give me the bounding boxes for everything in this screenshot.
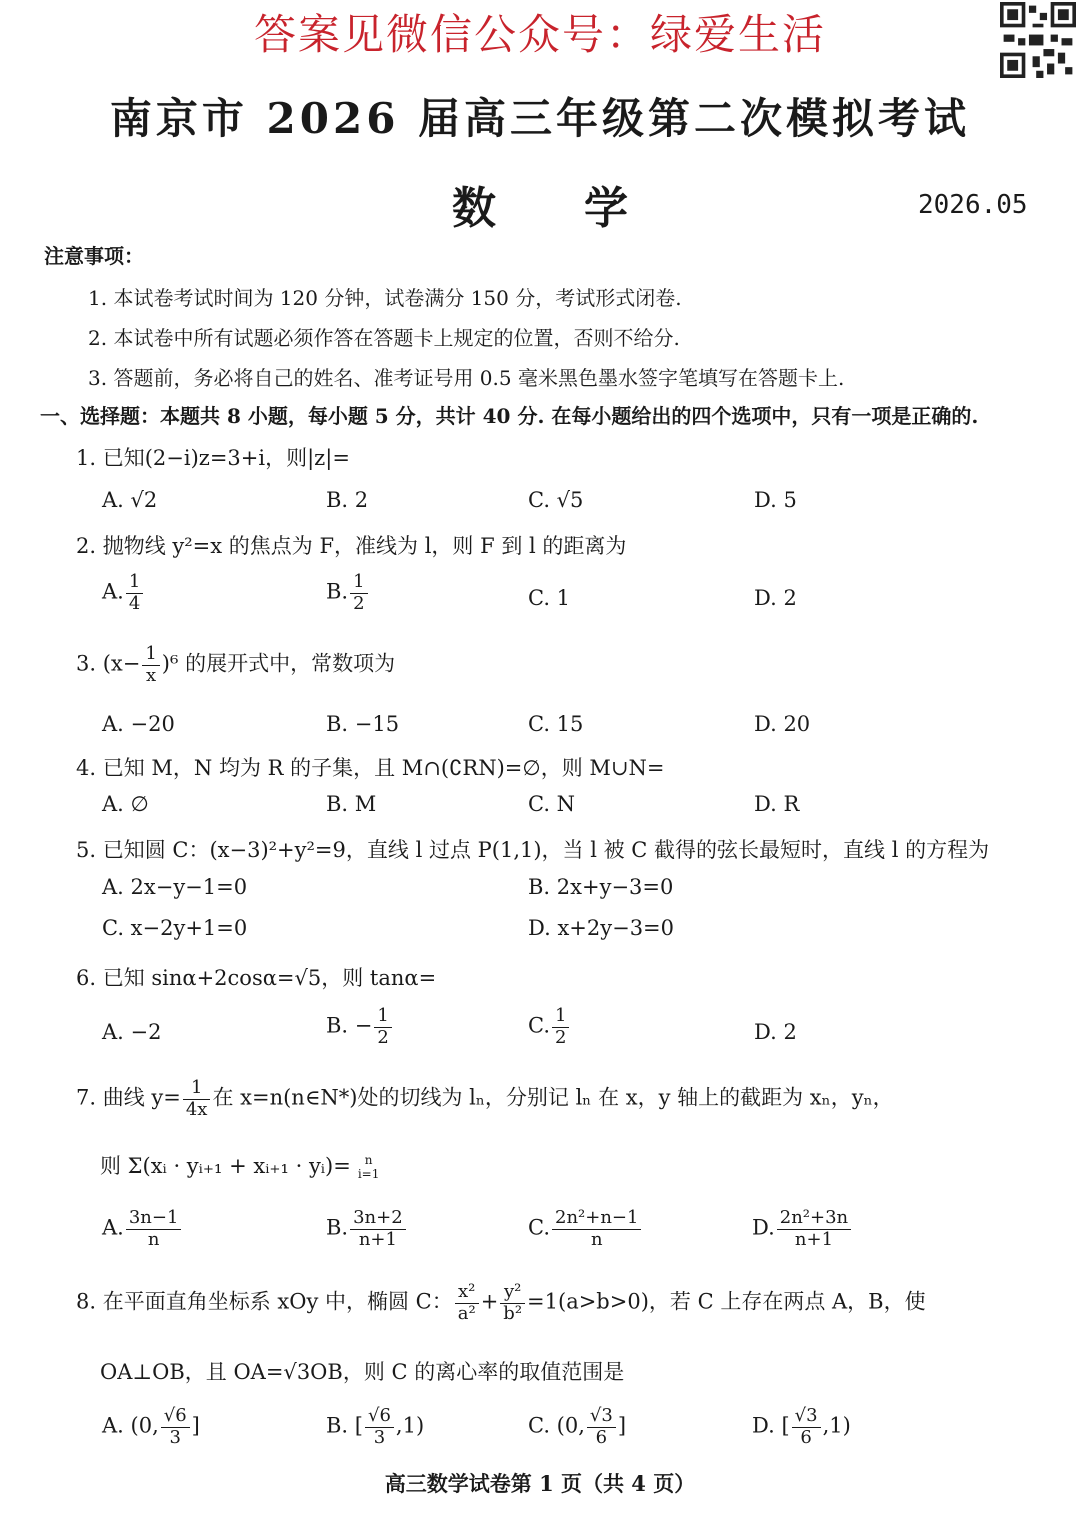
question-8-line2: OA⊥OB，且 OA=√3OB，则 C 的离心率的取值范围是 (100, 1360, 625, 1384)
q3-option-b: B. −15 (326, 712, 400, 736)
q3-option-a: A. −20 (102, 712, 175, 736)
q5-option-b: B. 2x+y−3=0 (528, 875, 674, 899)
q1-option-a: A. √2 (102, 488, 158, 512)
question-4-stem: 4. 已知 M，N 均为 R 的子集，且 M∩(∁RN)=∅，则 M∪N= (76, 756, 665, 780)
q6-option-c: C. $\frac{1}{2}$ (528, 1006, 571, 1048)
q4-option-b: B. M (326, 792, 377, 816)
subject-title: 数 学 (452, 183, 628, 234)
q4-option-a: A. ∅ (102, 792, 149, 816)
question-7-stem: 7. 曲线 y= $\frac{1}{4x}$ 在 x=n(n∈N*)处的切线为 lₙ，分别记 lₙ 在 x，y 轴上的截距为 xₙ，yₙ， (76, 1078, 894, 1120)
q6-option-b: B. − $\frac{1}{2}$ (326, 1006, 394, 1048)
q6-option-a: A. −2 (102, 1020, 162, 1044)
section-heading: 一、选择题：本题共 8 小题，每小题 5 分，共计 40 分. 在每小题给出的四个选项中，只有一项是正确的. (40, 404, 979, 428)
question-2-stem: 2. 抛物线 y²=x 的焦点为 F，准线为 l，则 F 到 l 的距离为 (76, 534, 627, 558)
notice-heading: 注意事项： (44, 244, 144, 268)
question-7-sum-line: 则 Σ(xᵢ · yᵢ₊₁ + xᵢ₊₁ · yᵢ)= n i=1 (100, 1152, 380, 1181)
q7-option-a: A. $\frac{3n-1}{n}$ (102, 1208, 183, 1250)
exam-date: 2026.05 (918, 190, 1028, 220)
q2-option-b: B. $\frac{1}{2}$ (326, 572, 370, 614)
question-1-stem: 1. 已知(2−i)z=3+i，则|z|= (76, 446, 350, 470)
q5-option-a: A. 2x−y−1=0 (102, 875, 248, 899)
q8-option-d: D. [ $\frac{√3}{6}$ ,1) (752, 1405, 851, 1448)
q4-option-c: C. N (528, 792, 576, 816)
q7-option-d: D. $\frac{\text{2n²+3n}}{n+1}$ (752, 1208, 853, 1250)
q8-option-a: A. (0, $\frac{√6}{3}$ ] (102, 1405, 200, 1448)
exam-title: 南京市 2026 届高三年级第二次模拟考试 (109, 94, 971, 143)
q4-option-d: D. R (754, 792, 800, 816)
q2-option-c: C. 1 (528, 586, 571, 610)
page-footer: 高三数学试卷第 1 页（共 4 页） (384, 1471, 696, 1496)
q1-option-b: B. 2 (326, 488, 369, 512)
notice-item: 3. 答题前，务必将自己的姓名、准考证号用 0.5 毫米黑色墨水签字笔填写在答题卡上. (88, 366, 845, 390)
q2-option-d: D. 2 (754, 586, 797, 610)
q7-option-b: B. $\frac{3n+2}{n+1}$ (326, 1208, 408, 1250)
q6-option-d: D. 2 (754, 1020, 797, 1044)
notice-item: 2. 本试卷中所有试题必须作答在答题卡上规定的位置，否则不给分. (88, 326, 680, 350)
q3-option-c: C. 15 (528, 712, 584, 736)
notice-item: 1. 本试卷考试时间为 120 分钟，试卷满分 150 分，考试形式闭卷. (88, 286, 682, 310)
question-8-stem: 8. 在平面直角坐标系 xOy 中，椭圆 C： $\frac{\text{x²}}{\text{a²}}$ + $\frac{\text{y²}}{\text{b²}}$ =1(a>b>0)，若 C 上存在两点 A，B，使 (76, 1282, 926, 1324)
q3-option-d: D. 20 (754, 712, 811, 736)
q8-option-c: C. (0, $\frac{√3}{6}$ ] (528, 1405, 627, 1448)
q5-option-d: D. x+2y−3=0 (528, 916, 675, 940)
q8-option-b: B. [ $\frac{√6}{3}$ ,1) (326, 1405, 425, 1448)
qr-code-icon (1000, 2, 1076, 78)
q1-option-c: C. √5 (528, 488, 584, 512)
question-6-stem: 6. 已知 sinα+2cosα=√5，则 tanα= (76, 966, 437, 990)
q2-option-a: A. $\frac{1}{4}$ (102, 572, 145, 614)
question-3-stem: 3. (x− $\frac{1}{x}$ )⁶ 的展开式中，常数项为 (76, 644, 396, 686)
q7-option-c: C. $\frac{\text{2n²+n−1}}{n}$ (528, 1208, 643, 1250)
q1-option-d: D. 5 (754, 488, 797, 512)
q5-option-c: C. x−2y+1=0 (102, 916, 248, 940)
watermark-banner: 答案见微信公众号：绿爱生活 (253, 10, 826, 59)
question-5-stem: 5. 已知圆 C：(x−3)²+y²=9，直线 l 过点 P(1,1)，当 l 被 C 截得的弦长最短时，直线 l 的方程为 (76, 838, 990, 862)
